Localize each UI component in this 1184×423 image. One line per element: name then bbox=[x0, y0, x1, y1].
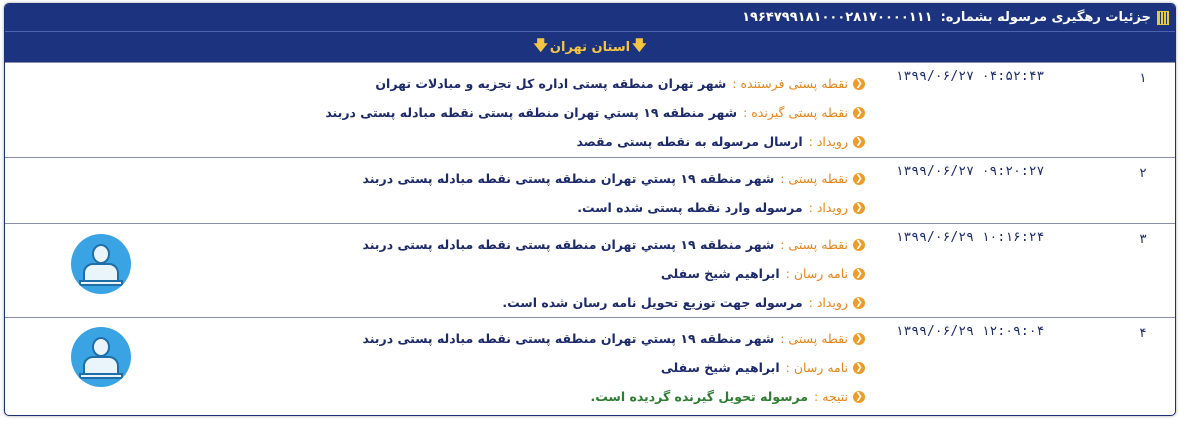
barcode-icon bbox=[1157, 11, 1169, 25]
field-value: ارسال مرسوله به نقطه پستی مقصد bbox=[576, 134, 803, 149]
bullet-icon: ❮ bbox=[853, 362, 865, 374]
bullet-icon: ❮ bbox=[853, 268, 865, 280]
info-line bbox=[325, 69, 865, 98]
tracking-number: ۱۹۶۴۷۹۹۱۸۱۰۰۰۲۸۱۷۰۰۰۰۱۱۱ bbox=[742, 10, 933, 25]
row-index: ۳ bbox=[1139, 232, 1147, 247]
province-header[interactable] bbox=[5, 31, 1175, 62]
row-datetime: ۱۳۹۹/۰۶/۲۹ ۱۲:۰۹:۰۴ bbox=[895, 324, 1045, 339]
title-bar bbox=[5, 4, 1175, 31]
postman-avatar-icon bbox=[71, 234, 131, 294]
field-value: شهر تهران منطقه پستی اداره کل تجزیه و مبادلات تهران bbox=[375, 76, 727, 91]
field-label: نتیجه : bbox=[814, 389, 848, 404]
field-label: نقطه پستی : bbox=[780, 331, 848, 346]
bullet-icon: ❮ bbox=[853, 297, 865, 309]
info-line bbox=[325, 98, 865, 127]
arrow-down-icon: 🡇 bbox=[533, 38, 548, 54]
field-value: شهر منطقه ۱۹ پستي تهران منطقه پستی نقطه مبادله پستی دربند bbox=[325, 105, 738, 120]
info-line bbox=[362, 353, 865, 382]
bullet-icon: ❮ bbox=[853, 173, 865, 185]
bullet-icon: ❮ bbox=[853, 78, 865, 90]
field-value: شهر منطقه ۱۹ پستي تهران منطقه پستی نقطه مبادله پستی دربند bbox=[362, 237, 775, 252]
field-label: نقطه پستی : bbox=[780, 171, 848, 186]
bullet-icon: ❮ bbox=[853, 333, 865, 345]
row-index: ۱ bbox=[1139, 71, 1147, 86]
field-label: رویداد : bbox=[808, 200, 848, 215]
panel-title: جزئیات رهگیری مرسوله بشماره: bbox=[940, 10, 1151, 25]
info-line bbox=[362, 193, 865, 222]
field-label: رویداد : bbox=[808, 134, 848, 149]
field-label: نامه رسان : bbox=[785, 360, 848, 375]
info-line bbox=[362, 230, 865, 259]
field-label: نقطه پستی : bbox=[780, 237, 848, 252]
field-value: شهر منطقه ۱۹ پستي تهران منطقه پستی نقطه مبادله پستی دربند bbox=[362, 171, 775, 186]
field-value: شهر منطقه ۱۹ پستي تهران منطقه پستی نقطه مبادله پستی دربند bbox=[362, 331, 775, 346]
bullet-icon: ❮ bbox=[853, 391, 865, 403]
info-line bbox=[362, 288, 865, 317]
table-row bbox=[5, 157, 1175, 223]
bullet-icon: ❮ bbox=[853, 239, 865, 251]
arrow-down-icon: 🡇 bbox=[632, 38, 647, 54]
bullet-icon: ❮ bbox=[853, 136, 865, 148]
field-value: مرسوله جهت توزیع تحویل نامه رسان شده است. bbox=[502, 295, 803, 310]
table-row bbox=[5, 62, 1175, 157]
row-datetime: ۱۳۹۹/۰۶/۲۷ ۰۴:۵۲:۴۳ bbox=[895, 69, 1045, 84]
table-row bbox=[5, 317, 1175, 415]
table-row bbox=[5, 223, 1175, 317]
result-value: مرسوله تحویل گیرنده گردیده است. bbox=[590, 389, 809, 404]
info-line bbox=[362, 382, 865, 411]
info-line bbox=[362, 259, 865, 288]
field-value: ابراهیم شیخ سفلی bbox=[660, 360, 780, 375]
bullet-icon: ❮ bbox=[853, 202, 865, 214]
field-label: نقطه پستی گیرنده : bbox=[743, 105, 848, 120]
row-datetime: ۱۳۹۹/۰۶/۲۹ ۱۰:۱۶:۲۴ bbox=[895, 230, 1045, 245]
field-label: نامه رسان : bbox=[785, 266, 848, 281]
info-line bbox=[362, 324, 865, 353]
row-index: ۲ bbox=[1139, 166, 1147, 181]
bullet-icon: ❮ bbox=[853, 107, 865, 119]
field-label: نقطه پستی فرستنده : bbox=[732, 76, 848, 91]
field-label: رویداد : bbox=[808, 295, 848, 310]
row-datetime: ۱۳۹۹/۰۶/۲۷ ۰۹:۲۰:۲۷ bbox=[895, 164, 1045, 179]
province-label: استان تهران bbox=[549, 39, 631, 55]
postman-avatar-icon bbox=[71, 327, 131, 387]
tracking-panel bbox=[4, 3, 1176, 416]
row-index: ۴ bbox=[1139, 326, 1147, 341]
field-value: ابراهیم شیخ سفلی bbox=[660, 266, 780, 281]
field-value: مرسوله وارد نقطه پستی شده است. bbox=[577, 200, 803, 215]
info-line bbox=[325, 127, 865, 156]
info-line bbox=[362, 164, 865, 193]
